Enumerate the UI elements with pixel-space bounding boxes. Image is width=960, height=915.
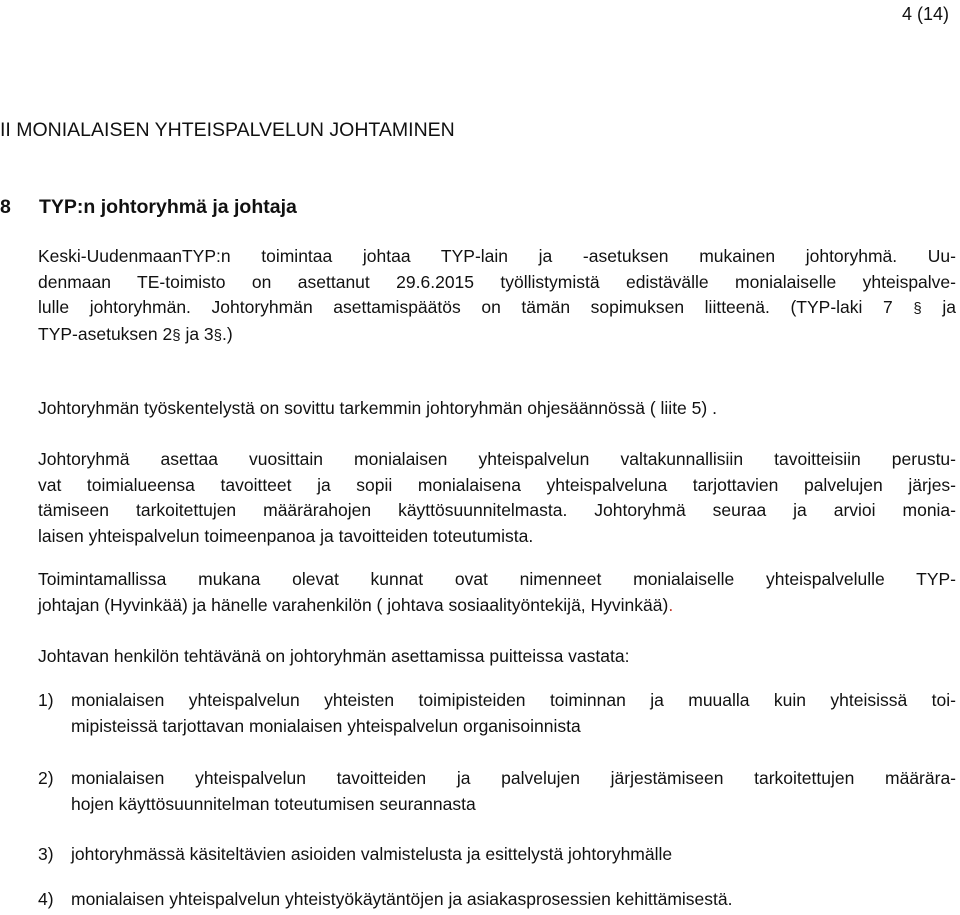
list-marker: 4) [38,889,54,909]
paragraph-line: tämiseen tarkoitettujen määrärahojen käyttösuunnitelmasta. Johtoryhmä seuraa ja arvioi monia- [38,500,956,520]
paragraph-text: ja 3 [185,323,214,344]
chapter-heading [0,195,297,221]
paragraph-text: lulle johtoryhmän. Johtoryhmän asettamispäätös on tämän sopimuksen liitteenä. (TYP-laki 7 [38,297,893,317]
chapter-title: TYP:n johtoryhmä ja johtaja [39,196,297,218]
paragraph-line: Johtoryhmän työskentelystä on sovittu tarkemmin johtoryhmän ohjesäännössä ( liite 5) . [38,398,717,418]
section-heading: II MONIALAISEN YHTEISPALVELUN JOHTAMINEN [0,119,455,141]
paragraph-line: Toimintamallissa mukana olevat kunnat ovat nimenneet monialaiselle yhteispalvelulle TYP- [38,569,956,589]
section-sign: § [172,326,181,344]
paragraph-line: denmaan TE-toimisto on asettanut 29.6.2015 työllistymistä edistävälle monialaiselle yhteispalve- [38,271,956,292]
paragraph-line [38,295,956,322]
paragraph-text: johtajan (Hyvinkää) ja hänelle varahenkilön ( johtava sosiaalityöntekijä, Hyvinkää) [38,594,669,615]
list-line: monialaisen yhteispalvelun yhteisten toimipisteiden toiminnan ja muualla kuin yhteisissä toi- [71,690,956,710]
paragraph-line: laisen yhteispalvelun toimeenpanoa ja tavoitteiden toteutumista. [38,525,534,546]
paragraph-text: TYP-asetuksen 2 [38,323,173,344]
paragraph-2 [38,396,956,422]
list-marker: 3) [38,844,54,864]
list-marker: 2) [38,768,54,788]
section-sign: § [213,326,223,344]
list-item [38,688,956,739]
list-line: monialaisen yhteispalvelun tavoitteiden ja palvelujen järjestämiseen tarkoitettujen määrära- [71,768,956,788]
paragraph-line [38,322,956,349]
highlighted-period: . [668,594,674,615]
list-line: hojen käyttösuunnitelman toteutumisen seurannasta [71,793,476,814]
paragraph-text: .) [222,323,233,344]
list-item [38,842,956,868]
paragraph-3 [38,447,956,549]
list-marker: 1) [38,690,54,710]
paragraph-line: Johtoryhmä asettaa vuosittain monialaisen yhteispalvelun valtakunnallisiin tavoitteisiin perustu- [38,449,956,469]
list-line: mipisteissä tarjottavan monialaisen yhteispalvelun organisoinnista [71,715,581,736]
list-item [38,887,956,913]
list-line: monialaisen yhteispalvelun yhteistyökäytäntöjen ja asiakasprosessien kehittämisestä. [71,889,733,909]
paragraph-line [38,593,956,619]
section-sign: § [913,300,922,317]
paragraph-line: Johtavan henkilön tehtävänä on johtoryhmän asettamissa puitteissa vastata: [38,646,630,666]
list-item [38,766,956,817]
paragraph-4 [38,567,956,618]
paragraph-1 [38,244,956,348]
paragraph-line: vat toimialueensa tavoitteet ja sopii monialaisena yhteispalveluna tarjottavien palvelujen järjes- [38,474,956,495]
paragraph-line: Keski-UudenmaanTYP:n toimintaa johtaa TYP-lain ja -asetuksen mukainen johtoryhmä. Uu- [38,246,956,266]
paragraph-5 [38,644,956,670]
list-line: johtoryhmässä käsiteltävien asioiden valmistelusta ja esittelystä johtoryhmälle [71,844,673,864]
chapter-number: 8 [0,196,11,218]
page-number: 4 (14) [901,4,949,24]
paragraph-text: ja [942,297,956,317]
